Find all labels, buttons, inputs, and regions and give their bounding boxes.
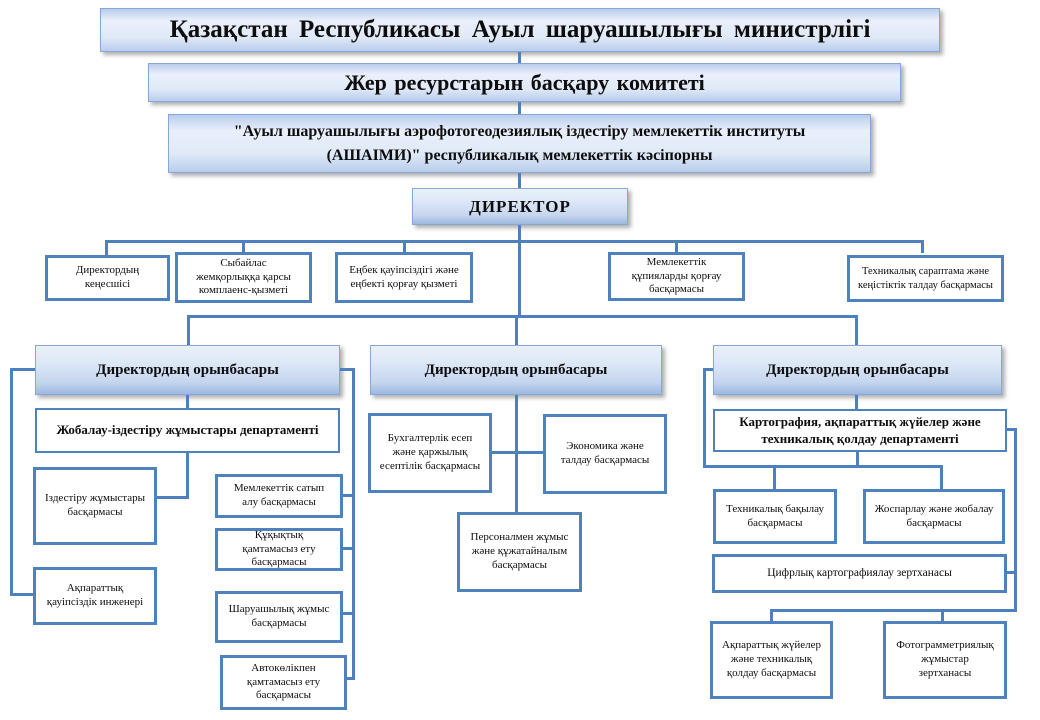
it-support-box: Ақпараттық жүйелер және техникалық қолдау басқармасы [710, 621, 833, 699]
photogrammetry-box: Фотограмметриялық жұмыстар зертханасы [883, 621, 1007, 699]
connector-line [105, 240, 923, 243]
connector-line [492, 451, 543, 454]
connector-line [347, 677, 355, 680]
connector-line [515, 315, 518, 345]
connector-line [518, 240, 521, 315]
connector-line [10, 368, 13, 596]
institute-name-line1: "Ауыл шаруашылығы аэрофотогеодезиялық іздестіру мемлекеттік институты [233, 122, 806, 140]
connector-line [186, 395, 189, 409]
connector-line [703, 368, 706, 468]
dept-design-survey-box: Жобалау-іздестіру жұмыстары департаменті [35, 408, 340, 453]
connector-line [186, 453, 189, 499]
household-box: Шаруашылық жұмыс басқармасы [215, 591, 343, 643]
connector-line [1007, 571, 1017, 574]
institute-name-line2: (АШАІМИ)" республикалық мемлекеттік кәсіпорны [326, 146, 713, 164]
accounting-box: Бухгалтерлік есеп және қаржылық есептілік басқармасы [368, 413, 492, 493]
labor-safety-box: Еңбек қауіпсіздігі және еңбекті қорғау қызметі [335, 252, 473, 303]
connector-line [242, 240, 245, 253]
connector-line [343, 547, 352, 550]
connector-line [1014, 428, 1017, 612]
connector-line [855, 315, 858, 345]
deputy-right-box: Директордың орынбасары [713, 345, 1002, 395]
connector-line [10, 593, 34, 596]
ministry-box: Қазақстан Республикасы Ауыл шаруашылығы министрлігі [100, 8, 940, 52]
dept-cartography-box: Картография, ақпараттық жүйелер және техникалық қолдау департаменті [713, 409, 1007, 452]
tech-expertise-box: Техникалық сараптама және кеңістіктік талдау басқармасы [847, 255, 1004, 302]
state-secrets-box: Мемлекеттік құпияларды қорғау басқармасы [608, 252, 745, 301]
deputy-left-box: Директордың орынбасары [35, 345, 340, 395]
advisor-box: Директордың кеңесшісі [45, 255, 170, 301]
connector-line [518, 52, 521, 63]
director-box: ДИРЕКТОР [412, 188, 628, 225]
connector-line [105, 240, 108, 255]
connector-line [343, 494, 352, 497]
infosec-engineer-box: Ақпараттық қауіпсіздік инженері [33, 567, 157, 625]
connector-line [703, 465, 942, 468]
procurement-box: Мемлекеттік сатып алу басқармасы [215, 474, 343, 518]
transport-box: Автокөлікпен қамтамасыз ету басқармасы [220, 655, 347, 710]
connector-line [518, 173, 521, 188]
connector-line [343, 612, 352, 615]
connector-line [403, 240, 406, 253]
committee-box: Жер ресурстарын басқару комитеті [148, 63, 901, 102]
legal-box: Құқықтық қамтамасыз ету басқармасы [215, 528, 343, 571]
connector-line [675, 240, 678, 253]
institute-box [168, 114, 871, 173]
connector-line [770, 609, 773, 621]
connector-line [855, 395, 858, 409]
connector-line [187, 315, 857, 318]
planning-box: Жоспарлау және жобалау басқармасы [863, 489, 1005, 544]
deputy-middle-box: Директордың орынбасары [370, 345, 662, 395]
connector-line [187, 315, 190, 345]
connector-line [352, 368, 355, 680]
economics-box: Экономика және талдау басқармасы [543, 414, 667, 494]
compliance-box: Сыбайлас жемқорлыққа қарсы комплаенс-қызметі [175, 252, 312, 303]
connector-line [941, 609, 944, 621]
digital-cartography-box: Цифрлық картографиялау зертханасы [712, 554, 1007, 593]
hr-box: Персоналмен жұмыс және құжатайналым басқармасы [457, 512, 582, 592]
tech-control-box: Техникалық бақылау басқармасы [713, 489, 837, 544]
connector-line [940, 465, 943, 489]
connector-line [157, 496, 189, 499]
connector-line [10, 368, 35, 371]
survey-works-box: Іздестіру жұмыстары басқармасы [33, 467, 157, 545]
connector-line [518, 102, 521, 114]
connector-line [773, 465, 776, 489]
connector-line [518, 225, 521, 240]
connector-line [770, 609, 1017, 612]
connector-line [921, 240, 924, 253]
